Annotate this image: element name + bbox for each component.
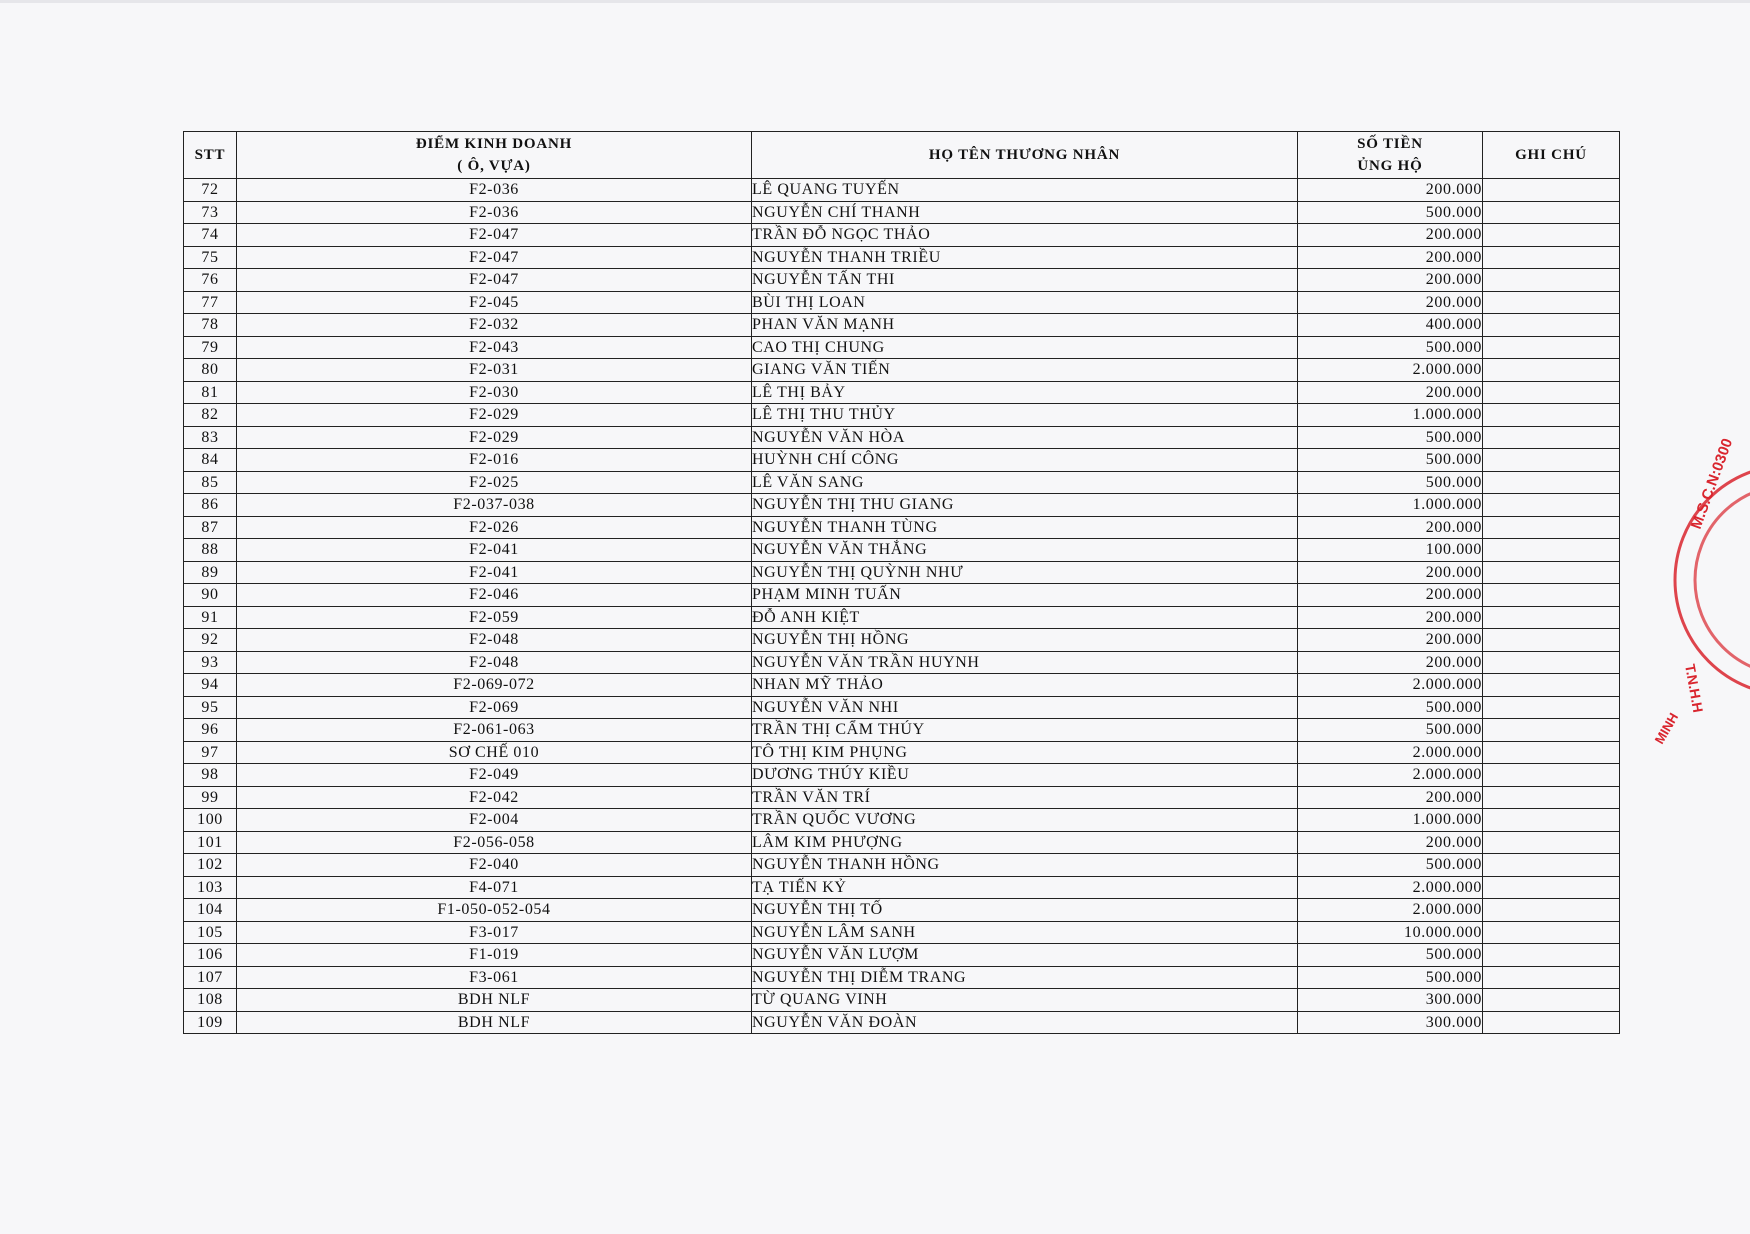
cell-trader-name: NGUYỄN THỊ TỐ <box>752 899 1298 922</box>
cell-business-point: F2-036 <box>237 201 752 224</box>
cell-trader-name: NGUYỄN TẤN THI <box>752 269 1298 292</box>
cell-note <box>1483 336 1620 359</box>
cell-amount: 2.000.000 <box>1298 359 1483 382</box>
cell-trader-name: TRẦN QUỐC VƯƠNG <box>752 809 1298 832</box>
cell-business-point: BDH NLF <box>237 989 752 1012</box>
cell-business-point: F1-019 <box>237 944 752 967</box>
table-row <box>184 426 1620 449</box>
cell-note <box>1483 989 1620 1012</box>
table-row <box>184 786 1620 809</box>
table-row <box>184 899 1620 922</box>
cell-amount: 1.000.000 <box>1298 404 1483 427</box>
cell-trader-name: TỪ QUANG VINH <box>752 989 1298 1012</box>
cell-trader-name: LÊ VĂN SANG <box>752 471 1298 494</box>
cell-business-point: F2-056-058 <box>237 831 752 854</box>
header-stt: STT <box>184 132 237 179</box>
cell-trader-name: NGUYỄN THANH HỒNG <box>752 854 1298 877</box>
cell-note <box>1483 449 1620 472</box>
table-row <box>184 854 1620 877</box>
cell-stt: 91 <box>184 606 237 629</box>
cell-business-point: F4-071 <box>237 876 752 899</box>
cell-business-point: F3-017 <box>237 921 752 944</box>
cell-stt: 83 <box>184 426 237 449</box>
cell-stt: 79 <box>184 336 237 359</box>
cell-business-point: F2-040 <box>237 854 752 877</box>
cell-trader-name: LÊ THỊ BẢY <box>752 381 1298 404</box>
cell-business-point: SƠ CHẾ 010 <box>237 741 752 764</box>
cell-amount: 200.000 <box>1298 651 1483 674</box>
cell-stt: 76 <box>184 269 237 292</box>
cell-amount: 300.000 <box>1298 1011 1483 1034</box>
cell-stt: 80 <box>184 359 237 382</box>
cell-note <box>1483 314 1620 337</box>
cell-trader-name: NGUYỄN VĂN LƯỢM <box>752 944 1298 967</box>
cell-trader-name: NGUYỄN VĂN HÒA <box>752 426 1298 449</box>
table-row <box>184 359 1620 382</box>
table-row <box>184 516 1620 539</box>
seal-text-lower: T.N.H.H <box>1682 662 1707 714</box>
cell-business-point: BDH NLF <box>237 1011 752 1034</box>
cell-amount: 200.000 <box>1298 629 1483 652</box>
cell-stt: 89 <box>184 561 237 584</box>
cell-stt: 72 <box>184 179 237 202</box>
cell-note <box>1483 966 1620 989</box>
cell-amount: 500.000 <box>1298 854 1483 877</box>
cell-amount: 200.000 <box>1298 381 1483 404</box>
table-row <box>184 449 1620 472</box>
cell-stt: 101 <box>184 831 237 854</box>
cell-business-point: F2-025 <box>237 471 752 494</box>
cell-note <box>1483 179 1620 202</box>
table-row <box>184 179 1620 202</box>
cell-amount: 500.000 <box>1298 426 1483 449</box>
table-row <box>184 314 1620 337</box>
cell-stt: 108 <box>184 989 237 1012</box>
cell-stt: 97 <box>184 741 237 764</box>
cell-note <box>1483 831 1620 854</box>
cell-note <box>1483 224 1620 247</box>
cell-stt: 73 <box>184 201 237 224</box>
cell-amount: 200.000 <box>1298 246 1483 269</box>
cell-note <box>1483 539 1620 562</box>
cell-stt: 95 <box>184 696 237 719</box>
cell-business-point: F2-037-038 <box>237 494 752 517</box>
seal-text-side: MINH <box>1651 710 1682 747</box>
cell-business-point: F2-030 <box>237 381 752 404</box>
table-row <box>184 831 1620 854</box>
table-row <box>184 966 1620 989</box>
cell-business-point: F2-049 <box>237 764 752 787</box>
cell-note <box>1483 786 1620 809</box>
table-row <box>184 404 1620 427</box>
cell-trader-name: NGUYỄN CHÍ THANH <box>752 201 1298 224</box>
cell-note <box>1483 584 1620 607</box>
cell-note <box>1483 764 1620 787</box>
cell-business-point: F2-041 <box>237 539 752 562</box>
cell-business-point: F2-048 <box>237 651 752 674</box>
cell-note <box>1483 516 1620 539</box>
cell-business-point: F3-061 <box>237 966 752 989</box>
cell-note <box>1483 944 1620 967</box>
cell-trader-name: NGUYỄN VĂN THẮNG <box>752 539 1298 562</box>
cell-note <box>1483 741 1620 764</box>
cell-note <box>1483 629 1620 652</box>
cell-trader-name: NGUYỄN THỊ THU GIANG <box>752 494 1298 517</box>
table-row <box>184 651 1620 674</box>
table-row <box>184 471 1620 494</box>
cell-business-point: F2-004 <box>237 809 752 832</box>
cell-stt: 105 <box>184 921 237 944</box>
cell-amount: 500.000 <box>1298 944 1483 967</box>
table-row <box>184 764 1620 787</box>
table-row <box>184 291 1620 314</box>
cell-stt: 103 <box>184 876 237 899</box>
cell-note <box>1483 876 1620 899</box>
cell-amount: 500.000 <box>1298 696 1483 719</box>
table-row <box>184 606 1620 629</box>
cell-trader-name: NGUYỄN THỊ QUỲNH NHƯ <box>752 561 1298 584</box>
cell-stt: 93 <box>184 651 237 674</box>
cell-stt: 82 <box>184 404 237 427</box>
cell-stt: 77 <box>184 291 237 314</box>
cell-note <box>1483 899 1620 922</box>
cell-trader-name: PHAN VĂN MẠNH <box>752 314 1298 337</box>
table-body <box>184 179 1620 1034</box>
cell-trader-name: TRẦN THỊ CẨM THÚY <box>752 719 1298 742</box>
cell-business-point: F2-041 <box>237 561 752 584</box>
cell-amount: 100.000 <box>1298 539 1483 562</box>
cell-stt: 92 <box>184 629 237 652</box>
cell-trader-name: NGUYỄN THANH TRIỀU <box>752 246 1298 269</box>
cell-trader-name: CAO THỊ CHUNG <box>752 336 1298 359</box>
table-header <box>184 132 1620 179</box>
cell-amount: 2.000.000 <box>1298 674 1483 697</box>
cell-amount: 200.000 <box>1298 224 1483 247</box>
table-row <box>184 269 1620 292</box>
cell-trader-name: GIANG VĂN TIẾN <box>752 359 1298 382</box>
cell-amount: 400.000 <box>1298 314 1483 337</box>
cell-trader-name: NHAN MỸ THẢO <box>752 674 1298 697</box>
cell-business-point: F1-050-052-054 <box>237 899 752 922</box>
cell-note <box>1483 291 1620 314</box>
cell-stt: 94 <box>184 674 237 697</box>
cell-amount: 200.000 <box>1298 606 1483 629</box>
cell-stt: 102 <box>184 854 237 877</box>
cell-amount: 200.000 <box>1298 561 1483 584</box>
cell-amount: 10.000.000 <box>1298 921 1483 944</box>
table-row <box>184 1011 1620 1034</box>
table-row <box>184 584 1620 607</box>
cell-note <box>1483 269 1620 292</box>
cell-note <box>1483 696 1620 719</box>
table-row <box>184 674 1620 697</box>
cell-stt: 88 <box>184 539 237 562</box>
table-row <box>184 336 1620 359</box>
cell-note <box>1483 606 1620 629</box>
cell-note <box>1483 426 1620 449</box>
cell-business-point: F2-061-063 <box>237 719 752 742</box>
cell-note <box>1483 674 1620 697</box>
cell-stt: 90 <box>184 584 237 607</box>
table-row <box>184 696 1620 719</box>
cell-note <box>1483 201 1620 224</box>
cell-stt: 75 <box>184 246 237 269</box>
cell-note <box>1483 809 1620 832</box>
cell-note <box>1483 719 1620 742</box>
cell-business-point: F2-069-072 <box>237 674 752 697</box>
cell-business-point: F2-047 <box>237 224 752 247</box>
cell-amount: 200.000 <box>1298 584 1483 607</box>
cell-trader-name: NGUYỄN THANH TÙNG <box>752 516 1298 539</box>
cell-business-point: F2-047 <box>237 269 752 292</box>
cell-amount: 2.000.000 <box>1298 899 1483 922</box>
cell-stt: 104 <box>184 899 237 922</box>
cell-business-point: F2-026 <box>237 516 752 539</box>
cell-amount: 200.000 <box>1298 831 1483 854</box>
cell-trader-name: NGUYỄN THỊ DIỄM TRANG <box>752 966 1298 989</box>
cell-amount: 500.000 <box>1298 471 1483 494</box>
cell-note <box>1483 921 1620 944</box>
seal-outer-ring <box>1675 465 1750 695</box>
cell-business-point: F2-036 <box>237 179 752 202</box>
header-business-point-line1: ĐIỂM KINH DOANH <box>415 136 573 152</box>
cell-stt: 87 <box>184 516 237 539</box>
cell-stt: 107 <box>184 966 237 989</box>
cell-stt: 85 <box>184 471 237 494</box>
cell-trader-name: LÂM KIM PHƯỢNG <box>752 831 1298 854</box>
header-amount <box>1298 132 1483 179</box>
cell-stt: 84 <box>184 449 237 472</box>
cell-business-point: F2-042 <box>237 786 752 809</box>
cell-business-point: F2-016 <box>237 449 752 472</box>
cell-note <box>1483 246 1620 269</box>
cell-trader-name: NGUYỄN LÂM SANH <box>752 921 1298 944</box>
cell-amount: 2.000.000 <box>1298 876 1483 899</box>
cell-trader-name: LÊ THỊ THU THỦY <box>752 404 1298 427</box>
table-row <box>184 876 1620 899</box>
cell-business-point: F2-048 <box>237 629 752 652</box>
cell-business-point: F2-069 <box>237 696 752 719</box>
scan-edge <box>0 0 1750 3</box>
cell-amount: 500.000 <box>1298 201 1483 224</box>
cell-amount: 200.000 <box>1298 786 1483 809</box>
cell-business-point: F2-059 <box>237 606 752 629</box>
table-row <box>184 629 1620 652</box>
header-row <box>184 132 1620 179</box>
cell-trader-name: PHẠM MINH TUẤN <box>752 584 1298 607</box>
cell-business-point: F2-032 <box>237 314 752 337</box>
cell-amount: 1.000.000 <box>1298 809 1483 832</box>
header-business-point-line2: ( Ô, VỰA) <box>457 158 531 174</box>
cell-amount: 200.000 <box>1298 516 1483 539</box>
cell-trader-name: DƯƠNG THÚY KIỀU <box>752 764 1298 787</box>
table-row <box>184 719 1620 742</box>
table-row <box>184 539 1620 562</box>
header-trader-name: HỌ TÊN THƯƠNG NHÂN <box>752 132 1298 179</box>
seal-text-upper: M.S.C.N:0300 <box>1687 436 1737 532</box>
header-amount-line1: SỐ TIỀN <box>1357 136 1423 152</box>
cell-business-point: F2-043 <box>237 336 752 359</box>
cell-amount: 2.000.000 <box>1298 741 1483 764</box>
cell-business-point: F2-029 <box>237 426 752 449</box>
table-row <box>184 246 1620 269</box>
table-row <box>184 224 1620 247</box>
cell-stt: 86 <box>184 494 237 517</box>
cell-amount: 300.000 <box>1298 989 1483 1012</box>
cell-stt: 100 <box>184 809 237 832</box>
table-row <box>184 921 1620 944</box>
cell-note <box>1483 404 1620 427</box>
cell-trader-name: TRẦN VĂN TRÍ <box>752 786 1298 809</box>
cell-trader-name: TÔ THỊ KIM PHỤNG <box>752 741 1298 764</box>
cell-stt: 81 <box>184 381 237 404</box>
cell-amount: 500.000 <box>1298 449 1483 472</box>
seal-inner-ring <box>1695 485 1750 675</box>
table-row <box>184 989 1620 1012</box>
cell-business-point: F2-031 <box>237 359 752 382</box>
header-note: GHI CHÚ <box>1483 132 1620 179</box>
cell-trader-name: LÊ QUANG TUYẾN <box>752 179 1298 202</box>
cell-note <box>1483 381 1620 404</box>
cell-trader-name: ĐỖ ANH KIỆT <box>752 606 1298 629</box>
donation-table <box>183 131 1620 1034</box>
cell-amount: 500.000 <box>1298 966 1483 989</box>
red-seal-stamp <box>1640 430 1750 830</box>
cell-note <box>1483 854 1620 877</box>
cell-amount: 500.000 <box>1298 719 1483 742</box>
cell-note <box>1483 651 1620 674</box>
cell-business-point: F2-045 <box>237 291 752 314</box>
cell-trader-name: TẠ TIẾN KỶ <box>752 876 1298 899</box>
cell-business-point: F2-029 <box>237 404 752 427</box>
cell-amount: 200.000 <box>1298 179 1483 202</box>
cell-amount: 500.000 <box>1298 336 1483 359</box>
table-row <box>184 944 1620 967</box>
header-business-point <box>237 132 752 179</box>
cell-amount: 200.000 <box>1298 291 1483 314</box>
table-row <box>184 494 1620 517</box>
cell-trader-name: NGUYỄN VĂN ĐOÀN <box>752 1011 1298 1034</box>
cell-amount: 1.000.000 <box>1298 494 1483 517</box>
cell-stt: 78 <box>184 314 237 337</box>
cell-business-point: F2-047 <box>237 246 752 269</box>
cell-trader-name: BÙI THỊ LOAN <box>752 291 1298 314</box>
table-row <box>184 741 1620 764</box>
cell-trader-name: NGUYỄN VĂN TRẦN HUYNH <box>752 651 1298 674</box>
table-row <box>184 561 1620 584</box>
cell-amount: 2.000.000 <box>1298 764 1483 787</box>
cell-stt: 106 <box>184 944 237 967</box>
cell-note <box>1483 1011 1620 1034</box>
cell-note <box>1483 359 1620 382</box>
cell-trader-name: TRẦN ĐỖ NGỌC THẢO <box>752 224 1298 247</box>
cell-amount: 200.000 <box>1298 269 1483 292</box>
cell-stt: 99 <box>184 786 237 809</box>
table-row <box>184 201 1620 224</box>
cell-business-point: F2-046 <box>237 584 752 607</box>
cell-stt: 96 <box>184 719 237 742</box>
cell-stt: 109 <box>184 1011 237 1034</box>
cell-note <box>1483 494 1620 517</box>
cell-trader-name: NGUYỄN THỊ HỒNG <box>752 629 1298 652</box>
cell-trader-name: NGUYỄN VĂN NHI <box>752 696 1298 719</box>
cell-stt: 98 <box>184 764 237 787</box>
header-amount-line2: ỦNG HỘ <box>1357 158 1423 174</box>
table-row <box>184 809 1620 832</box>
cell-note <box>1483 561 1620 584</box>
table-row <box>184 381 1620 404</box>
cell-trader-name: HUỲNH CHÍ CÔNG <box>752 449 1298 472</box>
cell-stt: 74 <box>184 224 237 247</box>
cell-note <box>1483 471 1620 494</box>
